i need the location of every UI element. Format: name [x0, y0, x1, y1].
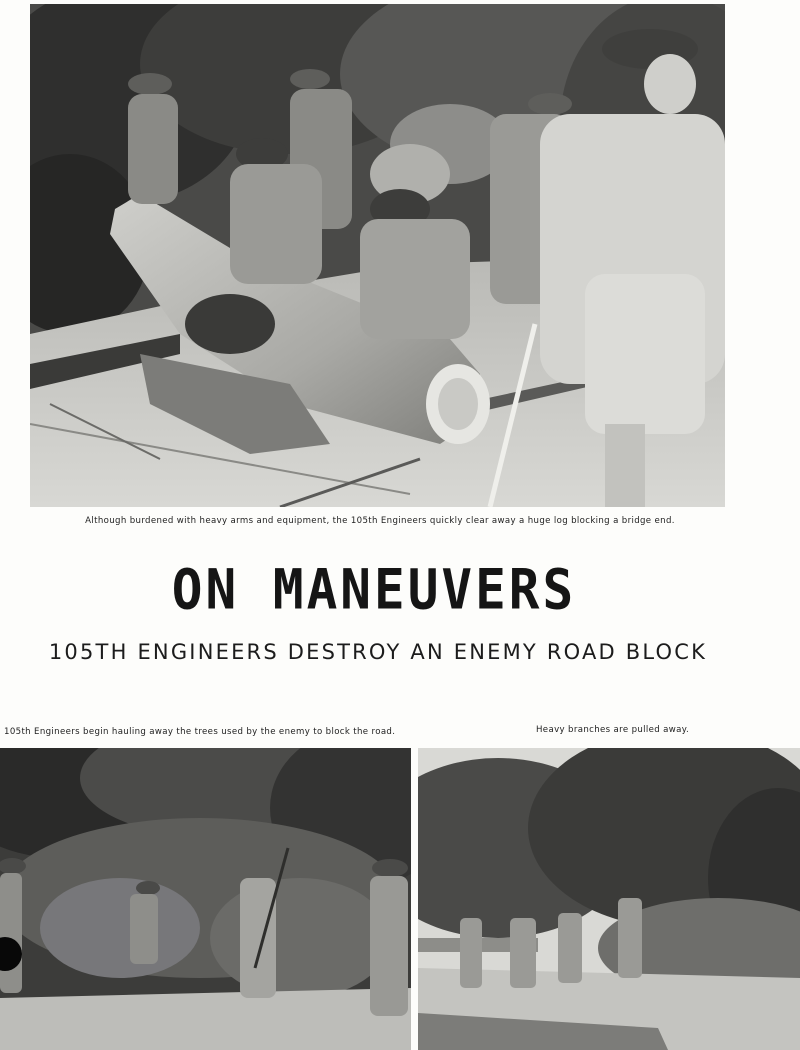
photo-hauling-trees: [0, 748, 411, 1050]
photo-hauling-trees-caption: 105th Engineers begin hauling away the trees used by the enemy to block the road.: [4, 727, 396, 737]
photo-branches: [418, 748, 800, 1050]
photo-log-clearing-caption: Although burdened with heavy arms and equipment, the 105th Engineers quickly clear away a huge log blocking a bridge end.: [85, 516, 675, 526]
photo-branches-caption: Heavy branches are pulled away.: [536, 725, 690, 735]
page-subtitle: 105TH ENGINEERS DESTROY AN ENEMY ROAD BLOCK: [48, 640, 708, 664]
page-title: ON MANEUVERS: [171, 558, 577, 623]
photo-hauling-trees-image: [0, 748, 411, 1050]
photo-branches-image: [418, 748, 800, 1050]
photo-log-clearing: [30, 4, 725, 507]
photo-log-clearing-image: [30, 4, 725, 507]
